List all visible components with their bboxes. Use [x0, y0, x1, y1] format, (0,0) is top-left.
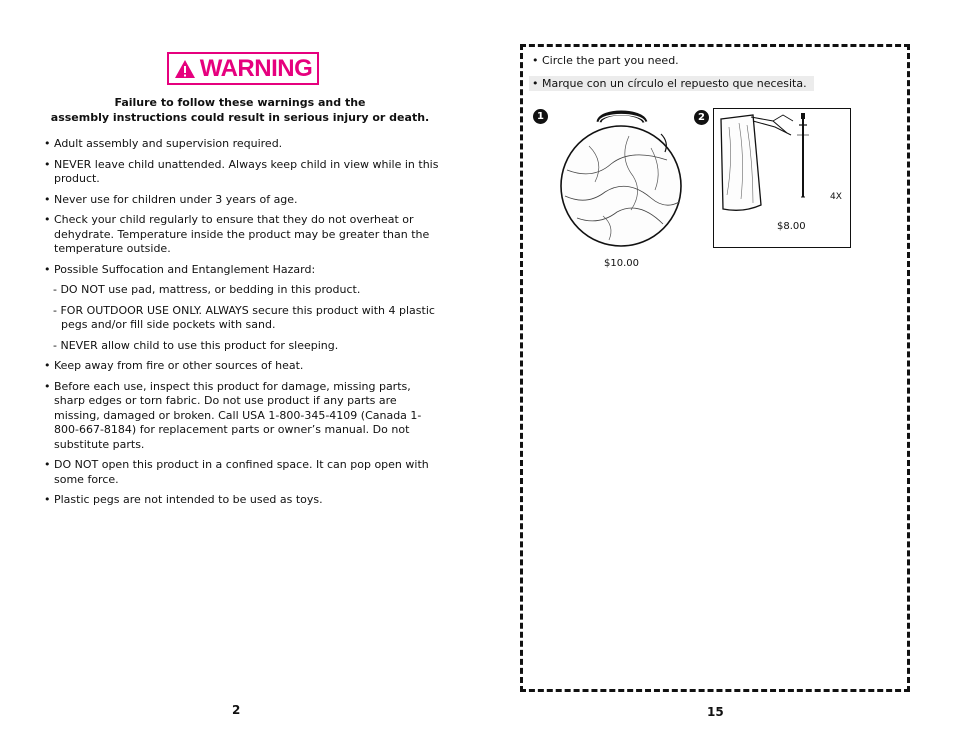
- warning-heading-line: assembly instructions could result in serious injury or death.: [50, 111, 430, 124]
- warning-item: • NEVER leave child unattended. Always keep child in view while in this product.: [44, 157, 439, 185]
- warning-title: WARNING: [199, 54, 313, 82]
- part-quantity: 4X: [830, 192, 842, 202]
- warning-list: [44, 137, 444, 514]
- warning-label-box: [167, 52, 319, 85]
- right-page: [477, 0, 954, 738]
- warning-sub-item: - FOR OUTDOOR USE ONLY. ALWAYS secure this product with 4 plastic pegs and/or fill side pockets with sand.: [53, 303, 435, 331]
- warning-item: • Before each use, inspect this product for damage, missing parts, sharp edges or torn fabric. Do not use product if any parts are missing, damaged or broken. Call USA 1-800-345-4109 (Canada 1-800-667-8184) for replacement parts or owner’s manual. Do not substitute parts.: [44, 379, 422, 451]
- part-price: $8.00: [777, 221, 806, 232]
- warning-heading: [40, 95, 440, 125]
- warning-item: • Never use for children under 3 years of age.: [44, 192, 298, 206]
- warning-item: • Possible Suffocation and Entanglement Hazard:: [44, 262, 316, 276]
- part-price: $10.00: [604, 258, 639, 269]
- warning-triangle-icon: [174, 59, 196, 79]
- warning-item: • DO NOT open this product in a confined space. It can pop open with some force.: [44, 458, 429, 486]
- warning-sub-item: - DO NOT use pad, mattress, or bedding in this product.: [53, 283, 361, 296]
- warning-heading-line: Failure to follow these warnings and the: [114, 96, 366, 109]
- warning-sub-item: - NEVER allow child to use this product for sleeping.: [53, 338, 339, 352]
- warning-item: • Keep away from fire or other sources of heat.: [44, 359, 304, 372]
- warning-item: • Adult assembly and supervision required.: [44, 137, 283, 150]
- part-number-badge: 2: [694, 110, 709, 125]
- instruction-en: • Circle the part you need.: [532, 54, 679, 67]
- page-number-right: 15: [707, 705, 724, 719]
- part-number-badge: 1: [533, 109, 548, 124]
- warning-item: • Plastic pegs are not intended to be used as toys.: [44, 493, 323, 506]
- tent-illustration: [559, 106, 683, 248]
- page-number-left: 2: [232, 703, 241, 717]
- instruction-es: • Marque con un círculo el repuesto que necesita.: [529, 76, 814, 91]
- warning-item: • Check your child regularly to ensure that they do not overheat or dehydrate. Temperature inside the product may be greater than the temperature outside.: [44, 213, 430, 255]
